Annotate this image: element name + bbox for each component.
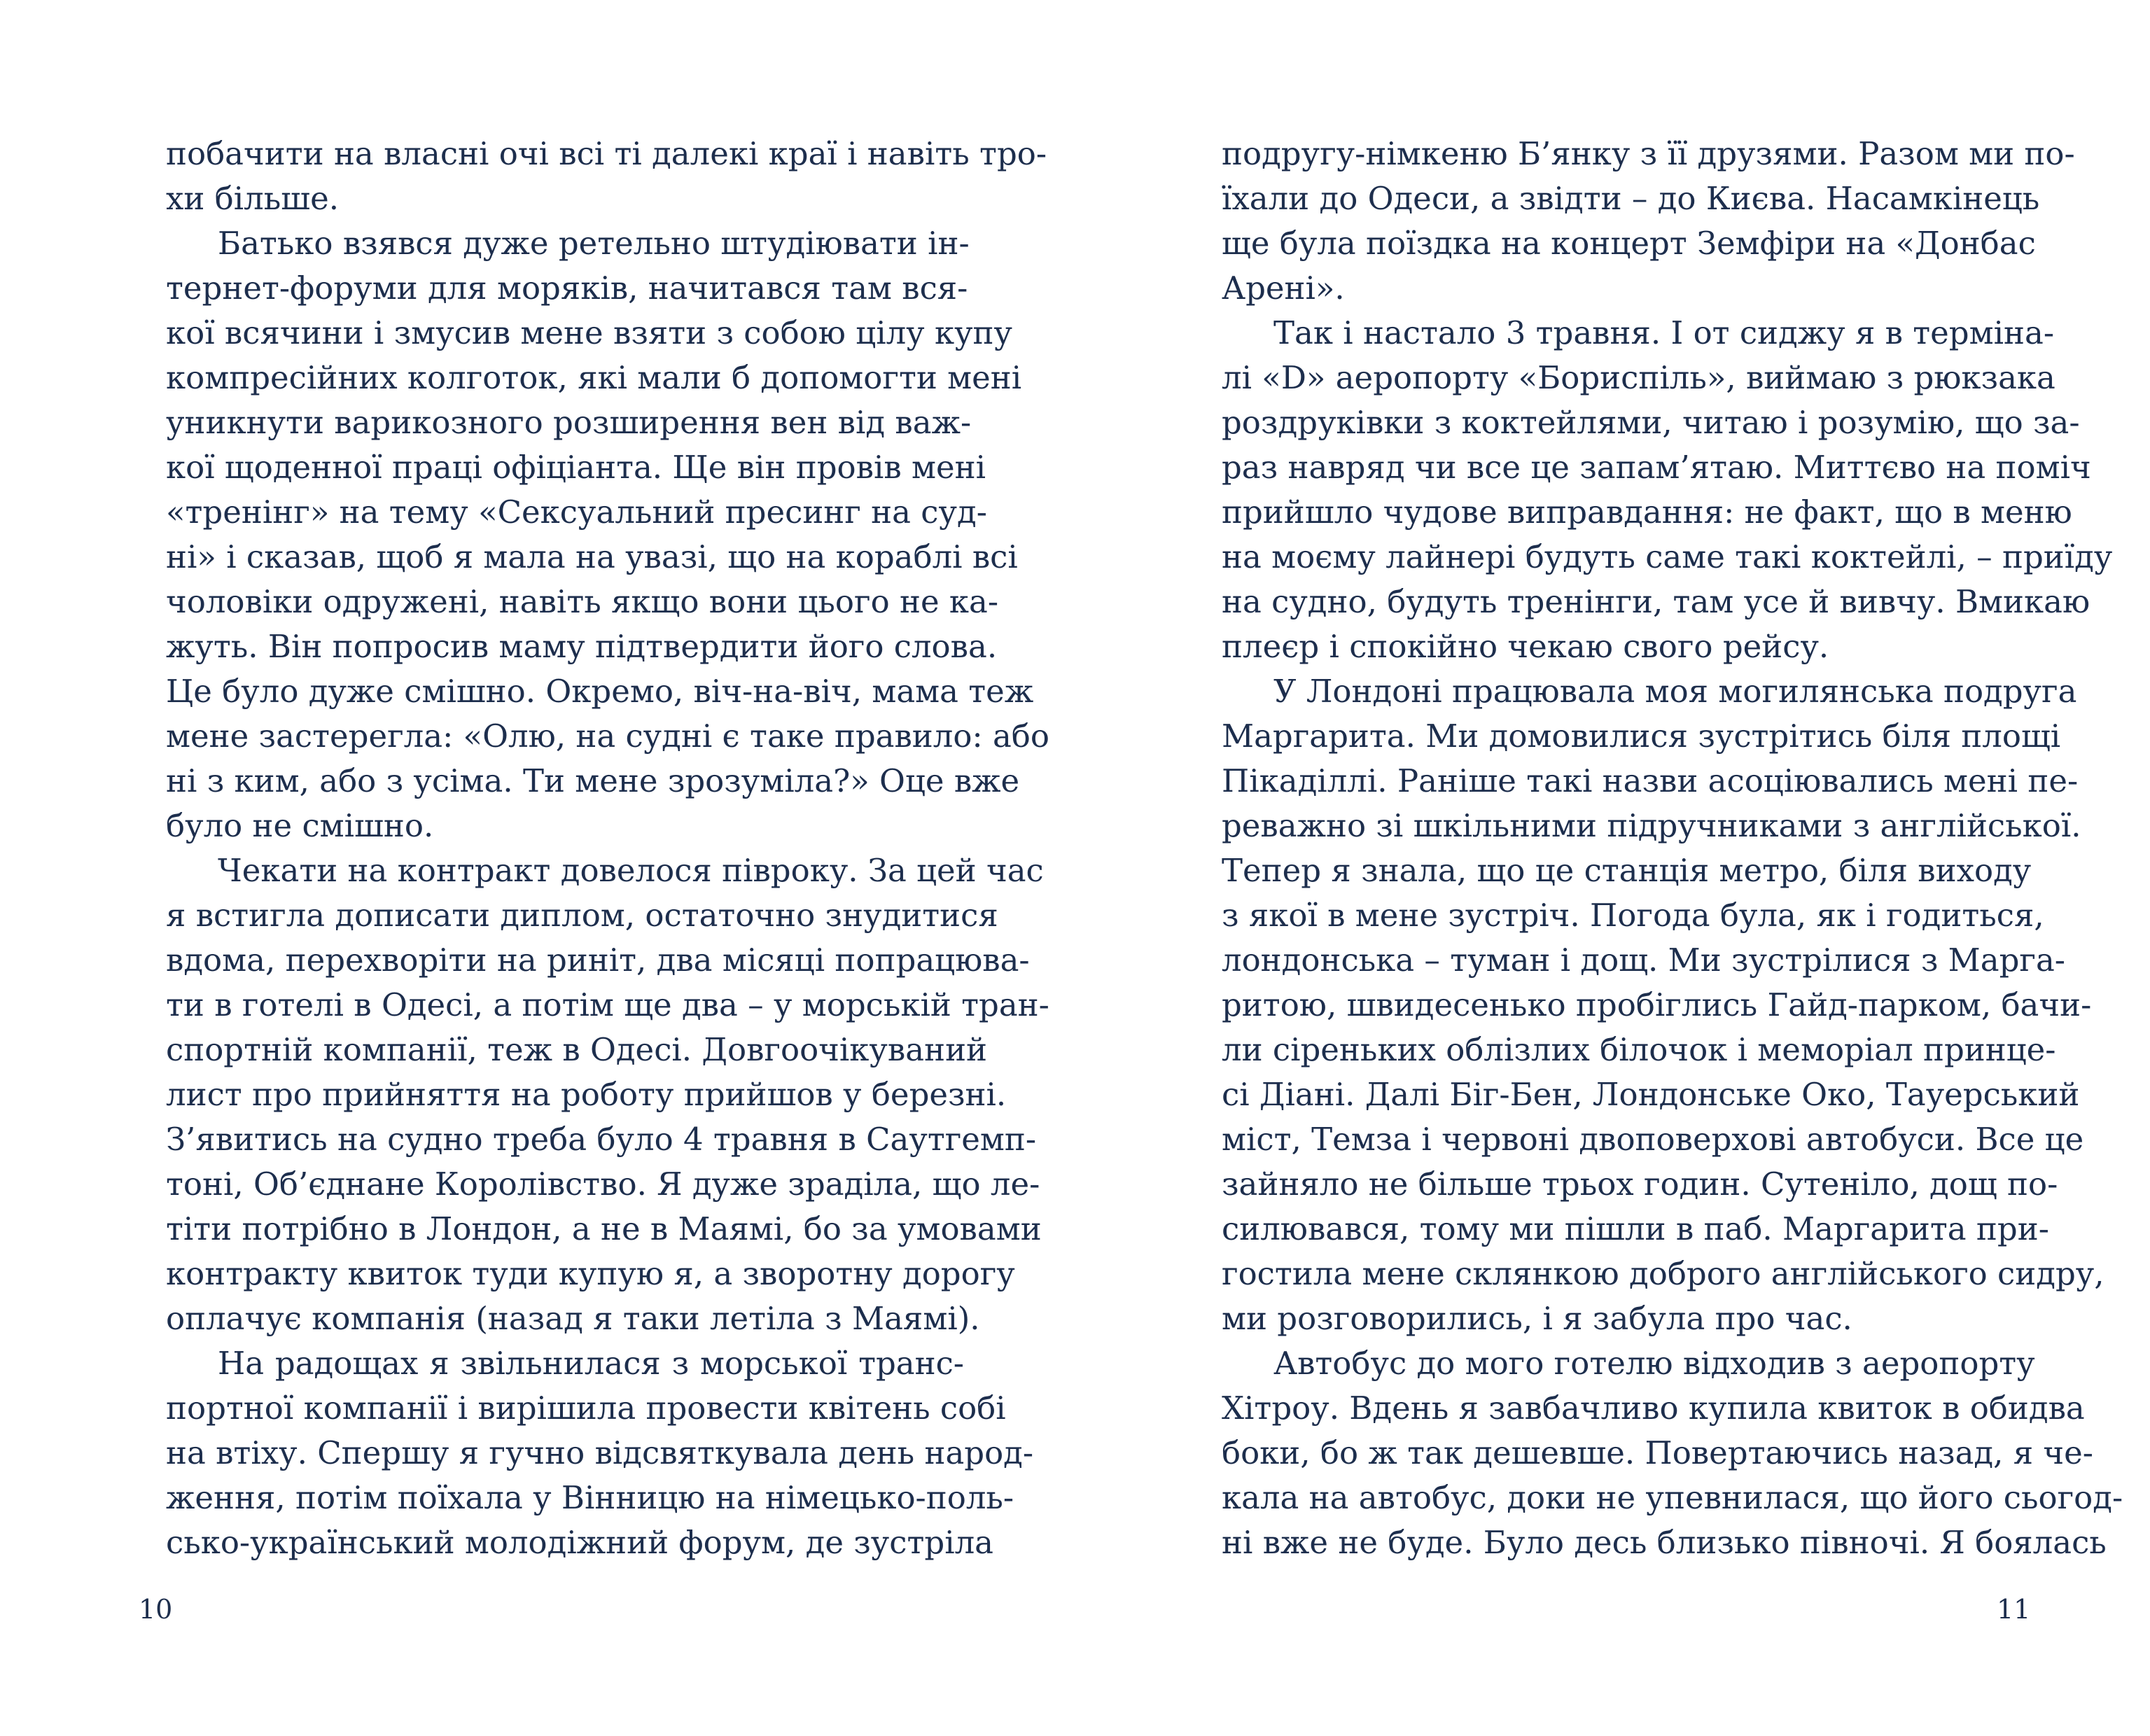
page-number: 10 — [139, 1594, 173, 1625]
text-line: кої всячини і змусив мене взяти з собою цілу купу — [166, 314, 1013, 351]
text-line: чоловіки одружені, навіть якщо вони цього не ка- — [166, 583, 999, 620]
left-text-column — [166, 132, 1049, 1565]
text-line: гостила мене склянкою доброго англійського сидру, — [1222, 1255, 2104, 1292]
text-line: ні з ким, або з усіма. Ти мене зрозуміла?» Оце вже — [166, 762, 1020, 799]
text-line: ми розговорились, і я забула про час. — [1222, 1300, 1852, 1337]
text-line: портної компанії і вирішила провести квітень собі — [166, 1390, 1006, 1427]
text-line: Це було дуже смішно. Окремо, віч-на-віч, мама теж — [166, 673, 1034, 710]
paragraph — [166, 1341, 1034, 1565]
text-line: компресійних колготок, які мали б допомогти мені — [166, 359, 1022, 396]
text-line: кої щоденної праці офіціанта. Ще він провів мені — [166, 449, 986, 486]
page-number: 11 — [1997, 1594, 2031, 1625]
text-line: уникнути варикозного розширення вен від важ- — [166, 404, 972, 441]
text-line: Арені». — [1222, 270, 1345, 307]
text-line: У Лондоні працювала моя могилянська подруга — [1273, 673, 2077, 710]
text-line: Так і настало 3 травня. І от сиджу я в терміна- — [1273, 314, 2055, 351]
text-line: було не смішно. — [166, 807, 434, 844]
text-line: на моєму лайнері будуть саме такі коктейлі, – приїду — [1222, 538, 2113, 575]
text-line: з якої в мене зустріч. Погода була, як і годиться, — [1222, 897, 2044, 934]
text-line: лист про прийняття на роботу прийшов у березні. — [166, 1076, 1007, 1113]
text-line: сько-український молодіжний форум, де зустріла — [166, 1524, 993, 1561]
text-line: сі Діані. Далі Біг-Бен, Лондонське Око, Тауерський — [1222, 1076, 2080, 1113]
text-line: спортній компанії, теж в Одесі. Довгоочікуваний — [166, 1031, 988, 1068]
text-line: міст, Темза і червоні двоповерхові автобуси. Все це — [1222, 1121, 2084, 1158]
text-line: плеєр і спокійно чекаю свого рейсу. — [1222, 628, 1829, 665]
text-line: ні» і сказав, щоб я мала на увазі, що на кораблі всі — [166, 538, 1018, 575]
text-line: боки, бо ж так дешевше. Повертаючись назад, я че- — [1222, 1434, 2094, 1471]
text-line: реважно зі шкільними підручниками з англійської. — [1222, 807, 2081, 844]
text-line: ритою, швидесенько пробіглись Гайд-парком, бачи- — [1222, 986, 2092, 1023]
paragraph — [166, 221, 1049, 848]
text-line: вдома, перехворіти на риніт, два місяці попрацюва- — [166, 941, 1030, 979]
text-line: Чекати на контракт довелося півроку. За цей час — [218, 852, 1044, 889]
right-text-column — [1222, 132, 2123, 1565]
paragraph — [166, 848, 1049, 1341]
text-line: Маргарита. Ми домовилися зустрітись біля площі — [1222, 718, 2061, 755]
text-line: подругу-німкеню Б’янку з її друзями. Разом ми по- — [1222, 135, 2075, 172]
paragraph — [1222, 132, 2075, 311]
text-line: ти в готелі в Одесі, а потім ще два – у морській тран- — [166, 986, 1049, 1023]
text-line: їхали до Одеси, а звідти – до Києва. Насамкінець — [1222, 180, 2040, 217]
text-line: Автобус до мого готелю відходив з аеропорту — [1273, 1345, 2035, 1382]
text-line: тоні, Об’єднане Королівство. Я дуже зраділа, що ле- — [166, 1166, 1040, 1203]
text-line: ні вже не буде. Було десь близько півночі. Я боялась — [1222, 1524, 2107, 1561]
text-line: силювався, тому ми пішли в паб. Маргарита при- — [1222, 1210, 2049, 1247]
text-line: лондонська – туман і дощ. Ми зустрілися з Марга- — [1222, 941, 2066, 979]
text-line: Тепер я знала, що це станція метро, біля виходу — [1222, 852, 2032, 889]
text-line: оплачує компанія (назад я таки летіла з Маямі). — [166, 1300, 980, 1337]
text-line: лі «D» аеропорту «Бориспіль», виймаю з рюкзака — [1222, 359, 2055, 396]
paragraph — [1222, 669, 2104, 1341]
text-line: тернет-форуми для моряків, начитався там вся- — [166, 270, 968, 307]
text-line: хи більше. — [166, 180, 340, 217]
text-line: Батько взявся дуже ретельно штудіювати ін- — [218, 225, 970, 262]
text-line: зайняло не більше трьох годин. Сутеніло, дощ по- — [1222, 1166, 2058, 1203]
text-line: на судно, будуть тренінги, там усе й вивчу. Вмикаю — [1222, 583, 2090, 620]
paragraph — [1222, 311, 2113, 669]
text-line: на втіху. Спершу я гучно відсвяткувала день народ- — [166, 1434, 1034, 1471]
paragraph — [1222, 1341, 2123, 1565]
text-line: жуть. Він попросив маму підтвердити його слова. — [166, 628, 998, 665]
text-line: прийшло чудове виправдання: не факт, що в меню — [1222, 493, 2072, 531]
text-line: ще була поїздка на концерт Земфіри на «Донбас — [1222, 225, 2036, 262]
text-line: кала на автобус, доки не упевнилася, що його сьогод- — [1222, 1479, 2123, 1516]
text-line: мене застерегла: «Олю, на судні є таке правило: або — [166, 718, 1049, 755]
text-line: Пікаділлі. Раніше такі назви асоціювались мені пе- — [1222, 762, 2079, 799]
text-line: раз навряд чи все це запам’ятаю. Миттєво на поміч — [1222, 449, 2091, 486]
text-line: ження, потім поїхала у Вінницю на німецько-поль- — [166, 1479, 1014, 1516]
text-line: Хітроу. Вдень я завбачливо купила квиток в обидва — [1222, 1390, 2085, 1427]
text-line: роздруківки з коктейлями, читаю і розумію, що за- — [1222, 404, 2080, 441]
text-line: побачити на власні очі всі ті далекі краї і навіть тро- — [166, 135, 1047, 172]
right-page — [1075, 0, 2150, 1736]
text-line: На радощах я звільнилася з морської транс- — [218, 1345, 964, 1382]
text-line: тіти потрібно в Лондон, а не в Маямі, бо за умовами — [166, 1210, 1042, 1247]
paragraph — [166, 132, 1047, 221]
text-line: З’явитись на судно треба було 4 травня в Саутгемп- — [166, 1121, 1037, 1158]
text-line: «тренінг» на тему «Сексуальний пресинг на суд- — [166, 493, 987, 531]
text-line: я встигла дописати диплом, остаточно знудитися — [166, 897, 998, 934]
text-line: контракту квиток туди купую я, а зворотну дорогу — [166, 1255, 1015, 1292]
text-line: ли сіреньких облізлих білочок і меморіал принце- — [1222, 1031, 2056, 1068]
